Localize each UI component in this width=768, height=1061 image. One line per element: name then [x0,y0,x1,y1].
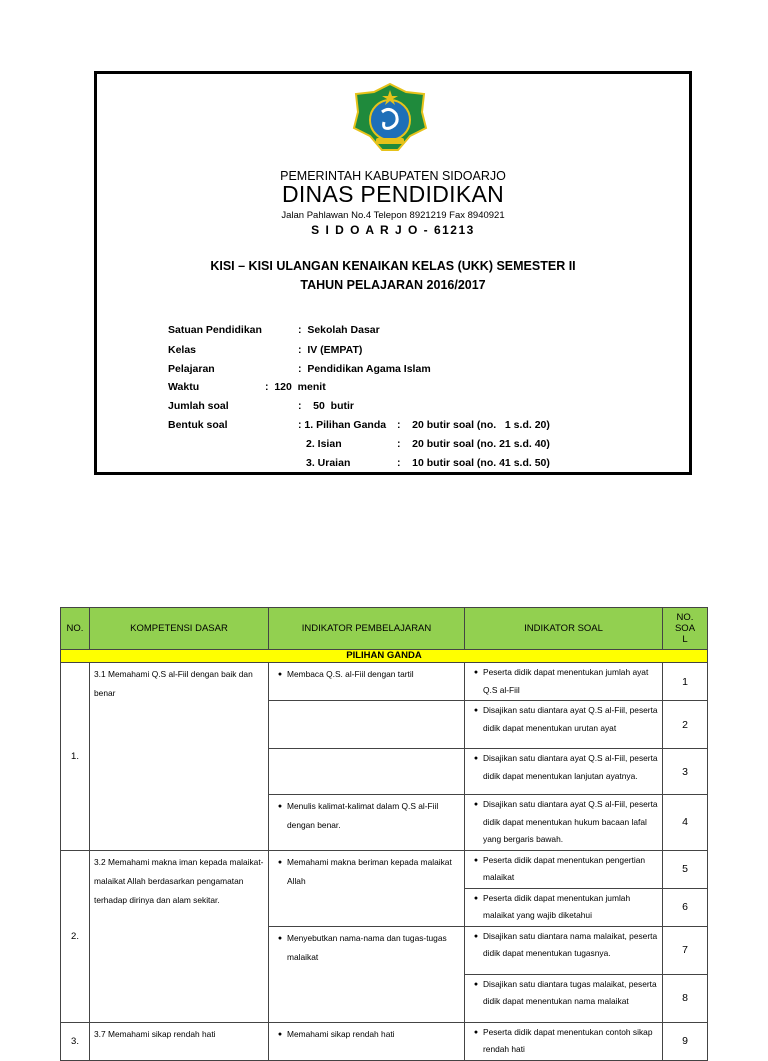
document-title: KISI – KISI ULANGAN KENAIKAN KELAS (UKK) SEMESTER II [210,259,576,273]
kompetensi-dasar: 3.1 Memahami Q.S al-Fiil dengan baik dan benar [90,663,269,851]
indikator-pembelajaran: ● Menulis kalimat-kalimat dalam Q.S al-Fiil dengan benar. [269,795,465,851]
col-header-indikator-soal: INDIKATOR SOAL [465,608,663,650]
nomor-soal: 4 [663,795,708,851]
nomor-soal: 8 [663,974,708,1022]
col-header-indikator-pembelajaran: INDIKATOR PEMBELAJARAN [269,608,465,650]
agency-city: S I D O A R J O - 61213 [311,223,475,237]
nomor-soal: 2 [663,701,708,749]
kelas-value: : IV (EMPAT) [298,344,363,356]
table-row [61,850,708,888]
bullet-icon: ● [473,894,479,902]
jumlah-value: : 50 butir [298,400,355,412]
bentuk-3-name: 3. Uraian [306,457,351,469]
bentuk-1-value: : 20 butir soal (no. 1 s.d. 20) [397,419,550,431]
jumlah-label: Jumlah soal [168,400,229,412]
indikator-soal: ● Disajikan satu diantara tugas malaikat, peserta didik dapat menentukan nama malaikat [465,974,663,1022]
table-row [61,663,708,701]
indikator-soal: ● Disajikan satu diantara ayat Q.S al-Fiil, peserta didik dapat menentukan urutan ayat [465,701,663,749]
bullet-icon: ● [277,934,283,942]
bullet-icon: ● [277,671,283,678]
indikator-soal: ● Disajikan satu diantara ayat Q.S al-Fiil, peserta didik dapat menentukan hukum bacaan lafal yang bergaris bawah. [465,795,663,851]
table-header-row [61,608,708,650]
government-name: PEMERINTAH KABUPATEN SIDOARJO [280,169,506,183]
col-header-kompetensi: KOMPETENSI DASAR [90,608,269,650]
bentuk-3-value: : 10 butir soal (no. 41 s.d. 50) [397,457,550,469]
row-number: 1. [61,663,90,851]
indikator-soal: ● Peserta didik dapat menentukan jumlah malaikat yang wajib diketahui [465,888,663,926]
table-row [61,1022,708,1060]
nomor-soal: 9 [663,1022,708,1060]
bullet-icon: ● [473,1028,479,1036]
indikator-pembelajaran-empty [269,749,465,795]
agency-address: Jalan Pahlawan No.4 Telepon 8921219 Fax 8940921 [281,210,505,221]
indikator-soal: ● Disajikan satu diantara nama malaikat, peserta didik dapat menentukan tugasnya. [465,926,663,974]
row-number: 3. [61,1022,90,1060]
row-number: 2. [61,850,90,1022]
bentuk-1-name: : 1. Pilihan Ganda [298,419,387,431]
bentuk-label: Bentuk soal [168,419,228,431]
indikator-soal: ● Peserta didik dapat menentukan jumlah ayat Q.S al-Fiil [465,663,663,701]
waktu-label: Waktu [168,381,200,393]
bullet-icon: ● [473,980,479,988]
bentuk-2-name: 2. Isian [306,438,342,450]
bullet-icon: ● [277,803,283,810]
nomor-soal: 5 [663,850,708,888]
section-band-label: PILIHAN GANDA [61,650,708,663]
agency-name: DINAS PENDIDIKAN [281,181,505,207]
section-band-row [61,650,708,663]
indikator-soal: ● Disajikan satu diantara ayat Q.S al-Fiil, peserta didik dapat menentukan lanjutan ayatnya. [465,749,663,795]
pelajaran-label: Pelajaran [168,363,215,375]
kisi-kisi-table [60,607,708,1061]
bentuk-2-value: : 20 butir soal (no. 21 s.d. 40) [397,438,550,450]
nomor-soal: 3 [663,749,708,795]
bullet-icon: ● [473,932,479,940]
nomor-soal: 6 [663,888,708,926]
satuan-value: : Sekolah Dasar [298,324,380,336]
satuan-label: Satuan Pendidikan [168,324,262,336]
kelas-label: Kelas [168,344,197,356]
pelajaran-value: : Pendidikan Agama Islam [298,363,431,375]
academic-year: TAHUN PELAJARAN 2016/2017 [300,278,486,292]
waktu-value: : 120 menit [265,381,326,393]
bullet-icon: ● [473,755,479,762]
bullet-icon: ● [277,1030,283,1038]
kompetensi-dasar: 3.2 Memahami makna iman kepada malaikat-malaikat Allah berdasarkan pengamatan terhadap dirinya dan alam sekitar. [90,850,269,1022]
indikator-pembelajaran: ● Memahami makna beriman kepada malaikat Allah [269,850,465,926]
bullet-icon: ● [473,707,479,714]
col-header-no: NO. [61,608,90,650]
kompetensi-dasar: 3.7 Memahami sikap rendah hati [90,1022,269,1060]
indikator-pembelajaran-empty [269,701,465,749]
indikator-soal: ● Peserta didik dapat menentukan pengertian malaikat [465,850,663,888]
bullet-icon: ● [473,856,479,864]
indikator-pembelajaran: ● Memahami sikap rendah hati [269,1022,465,1060]
bullet-icon: ● [473,801,479,808]
indikator-soal: ● Peserta didik dapat menentukan contoh sikap rendah hati [465,1022,663,1060]
bullet-icon: ● [277,858,283,866]
nomor-soal: 7 [663,926,708,974]
indikator-pembelajaran: ● Menyebutkan nama-nama dan tugas-tugas malaikat [269,926,465,1022]
bullet-icon: ● [473,669,479,676]
nomor-soal: 1 [663,663,708,701]
indikator-pembelajaran: ● Membaca Q.S. al-Fiil dengan tartil [269,663,465,701]
col-header-no-soal: NO. SOA L [663,608,708,650]
sidoarjo-emblem-logo [352,80,428,154]
